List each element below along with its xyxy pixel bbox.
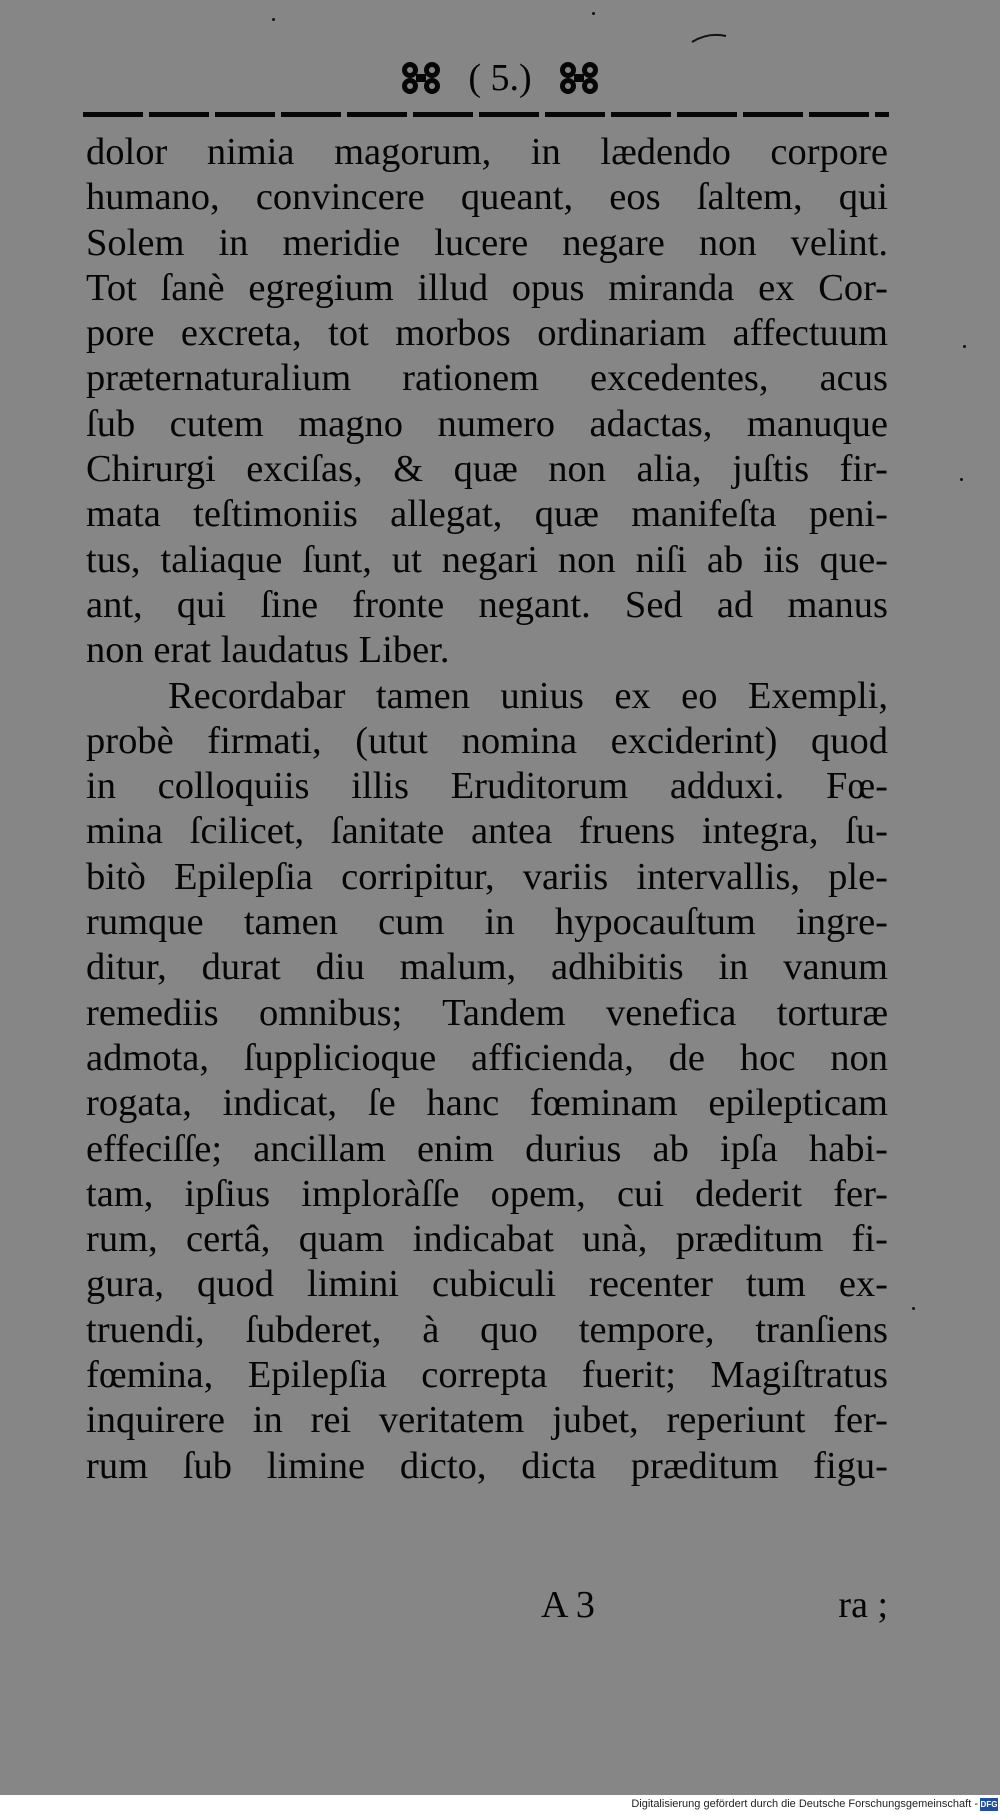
text-line: non erat laudatus Liber. [86,629,450,672]
text-line: ſub cutem magno numero adactas, manuque [86,402,888,445]
text-line: Chirurgi exciſas, & quæ non alia, juſtis fir- [86,448,888,491]
text-line: remediis omnibus; Tandem venefica torturæ [86,991,888,1034]
scan-speck [960,478,963,481]
text-line: mata teſtimoniis allegat, quæ manifeſta peni- [86,493,888,536]
text-line: rogata, indicat, ſe hanc fœminam epilepticam [86,1082,888,1125]
text-line: Tot ſanè egregium illud opus miranda ex Cor- [86,266,888,309]
text-line: fœmina, Epilepſia correpta fuerit; Magiſtratus [86,1354,888,1397]
text-line: rum ſub limine dicto, dicta præditum figu- [86,1444,888,1487]
catchword: ra ; [838,1584,888,1626]
text-line: pore excreta, tot morbos ordinariam affectuum [86,312,888,355]
text-line: effeciſſe; ancillam enim durius ab ipſa habi- [86,1127,888,1170]
page-number: ( 5.) [468,57,532,99]
text-line: ditur, durat diu malum, adhibitis in vanum [86,946,888,989]
scan-speck [272,18,275,21]
text-line: admota, ſupplicioque afficienda, de hoc non [86,1036,888,1079]
body-text [86,130,888,1489]
text-line: humano, convincere queant, eos ſaltem, qui [86,176,888,219]
dfg-logo: DFG [980,1800,998,1809]
text-line: bitò Epilepſia corripitur, variis intervallis, ple- [86,855,888,898]
text-line: dolor nimia magorum, in lædendo corpore [86,131,888,173]
text-line: in colloquiis illis Eruditorum adduxi. Fœ- [86,765,888,808]
text-line: tam, ipſius imploràſſe opem, cui dederit fer- [86,1172,888,1215]
text-line: Solem in meridie lucere negare non velint. [86,221,888,264]
scan-speck [592,12,595,15]
paragraph-1 [86,130,888,674]
text-line: tus, taliaque ſunt, ut negari non niſi ab iis que- [86,538,888,581]
text-line: mina ſcilicet, ſanitate antea fruens integra, ſu- [86,810,888,853]
text-line: Recordabar tamen unius ex eo Exempli, [168,674,888,717]
text-line: truendi, ſubderet, à quo tempore, tranſiens [86,1308,888,1351]
scan-speck [912,1307,915,1310]
text-line: gura, quod limini cubiculi recenter tum ex- [86,1263,888,1306]
paragraph-2 [86,674,888,1489]
right-ornament-icon [556,58,602,98]
left-ornament-icon [398,58,444,98]
signature-mark: A 3 [541,1584,595,1626]
digitization-footer [0,1795,1000,1815]
text-line: inquirere in rei veritatem jubet, reperiunt fer- [86,1399,888,1442]
footer-credit: Digitalisierung gefördert durch die Deutsche Forschungsgemeinschaft - [631,1798,978,1810]
scan-mark [690,30,730,46]
text-line: rum, certâ, quam indicabat unà, præditum fi- [86,1218,888,1261]
scan-speck [963,345,966,348]
catchline [86,1583,888,1633]
text-line: ant, qui ſine fronte negant. Sed ad manus [86,583,888,626]
text-line: rumque tamen cum in hypocauſtum ingre- [86,901,888,944]
header-rule [83,112,889,117]
text-line: probè firmati, (utut nomina exciderint) quod [86,719,888,762]
page-header [0,50,1000,103]
text-line: præternaturalium rationem excedentes, acus [86,357,888,400]
